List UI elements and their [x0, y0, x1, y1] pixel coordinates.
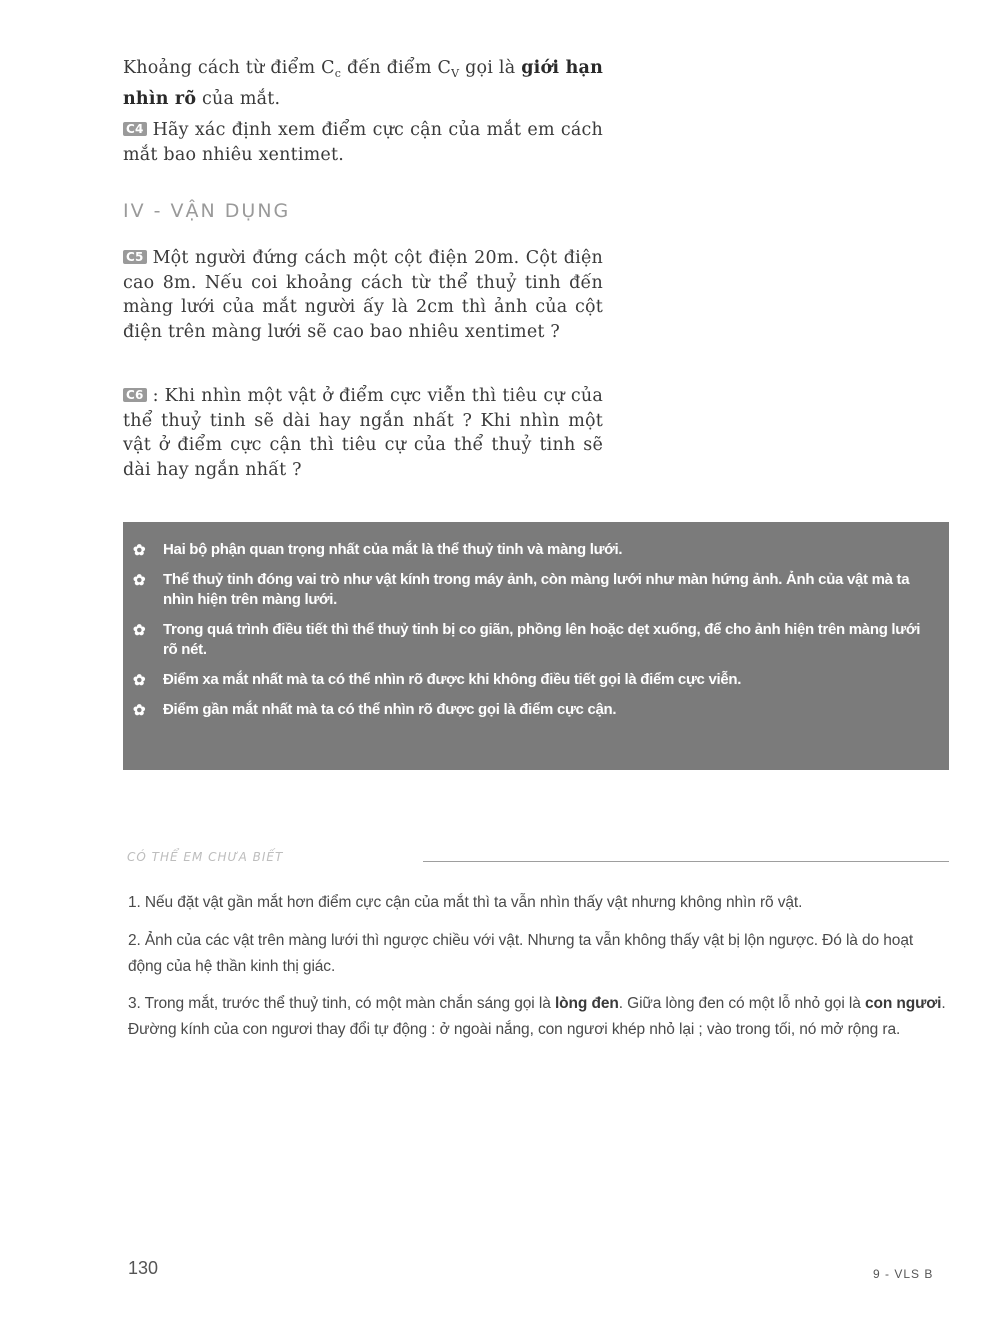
- know-section-header: [123, 850, 949, 870]
- summary-item: [131, 540, 933, 560]
- footer-code: 9 - VLS B: [873, 1267, 934, 1281]
- flower-bullet-icon: ✿: [133, 572, 146, 589]
- know-item-3: [128, 991, 950, 1043]
- summary-text: Trong quá trình điều tiết thì thể thuỷ tinh bị co giãn, phồng lên hoặc dẹt xuống, để cho ảnh hiện trên màng lưới rõ nét.: [163, 621, 921, 658]
- question-text: Hãy xác định xem điểm cực cận của mắt em cách mắt bao nhiêu xentimet.: [123, 120, 603, 165]
- question-tag: C4: [123, 122, 147, 136]
- bold-term: giới hạn nhìn rõ: [123, 58, 603, 109]
- summary-text: Điểm gần mắt nhất mà ta có thể nhìn rõ được gọi là điểm cực cận.: [163, 701, 617, 718]
- flower-bullet-icon: ✿: [133, 542, 146, 559]
- text-segment: . Đường kính của con ngươi thay đổi tự động : ở ngoài nắng, con ngươi khép nhỏ lại ; vào trong tối, nó mở rộng ra.: [128, 995, 946, 1038]
- subscript-v: V: [451, 67, 460, 80]
- flower-bullet-icon: ✿: [133, 672, 146, 689]
- text-segment: Khoảng cách từ điểm C: [123, 58, 335, 78]
- question-text: Một người đứng cách một cột điện 20m. Cột điện cao 8m. Nếu coi khoảng cách từ thể thuỷ tinh đến màng lưới của mắt người ấy là 2cm thì ảnh của cột điện trên màng lưới sẽ cao bao nhiêu xentimet ?: [123, 248, 603, 342]
- question-tag: C5: [123, 250, 147, 264]
- section-heading: IV - VẬN DỤNG: [123, 200, 291, 222]
- text-segment: . Giữa lòng đen có một lỗ nhỏ gọi là: [618, 995, 865, 1012]
- bold-term: lòng đen: [554, 995, 619, 1012]
- question-c5: [123, 246, 603, 344]
- question-tag: C6: [123, 388, 147, 402]
- summary-item: [131, 670, 933, 690]
- summary-text: Điểm xa mắt nhất mà ta có thể nhìn rõ được khi không điều tiết gọi là điểm cực viễn.: [163, 671, 742, 688]
- summary-text: Thể thuỷ tinh đóng vai trò như vật kính trong máy ảnh, còn màng lưới như màn hứng ảnh. Ảnh của vật mà ta nhìn hiện trên màng lưới.: [163, 571, 910, 608]
- page-number: 130: [128, 1258, 159, 1278]
- know-item-1: 1. Nếu đặt vật gần mắt hơn điểm cực cận của mắt thì ta vẫn nhìn thấy vật nhưng không nhìn rõ vật.: [128, 894, 803, 911]
- divider: [423, 861, 949, 862]
- flower-bullet-icon: ✿: [133, 702, 146, 719]
- text-segment: 3. Trong mắt, trước thể thuỷ tinh, có một màn chắn sáng gọi là: [128, 995, 555, 1012]
- subscript-c: c: [334, 67, 342, 80]
- question-c4: [123, 118, 603, 167]
- summary-item: [131, 570, 933, 610]
- text-segment: gọi là: [459, 58, 522, 78]
- question-text: : Khi nhìn một vật ở điểm cực viễn thì tiêu cự của thể thuỷ tinh sẽ dài hay ngắn nhất ? Khi nhìn một vật ở điểm cực cận thì tiêu cự của thể thuỷ tinh sẽ dài hay ngắn nhất ?: [123, 386, 603, 480]
- know-item-2: 2. Ảnh của các vật trên màng lưới thì ngược chiều với vật. Nhưng ta vẫn không thấy vật bị lộn ngược. Đó là do hoạt động của hệ thần kinh thị giác.: [128, 932, 914, 975]
- summary-box: [123, 522, 949, 770]
- know-section-title: CÓ THỂ EM CHƯA BIẾT: [127, 850, 284, 864]
- paragraph-gioi-han-nhin-ro: [123, 56, 603, 111]
- question-c6: [123, 384, 603, 482]
- summary-item: [131, 620, 933, 660]
- summary-item: [131, 700, 933, 720]
- text-segment: đến điểm C: [341, 58, 452, 78]
- bold-term: con ngươi: [864, 995, 942, 1012]
- summary-text: Hai bộ phận quan trọng nhất của mắt là thể thuỷ tinh và màng lưới.: [163, 541, 623, 558]
- text-segment: của mắt.: [196, 88, 281, 109]
- flower-bullet-icon: ✿: [133, 622, 146, 639]
